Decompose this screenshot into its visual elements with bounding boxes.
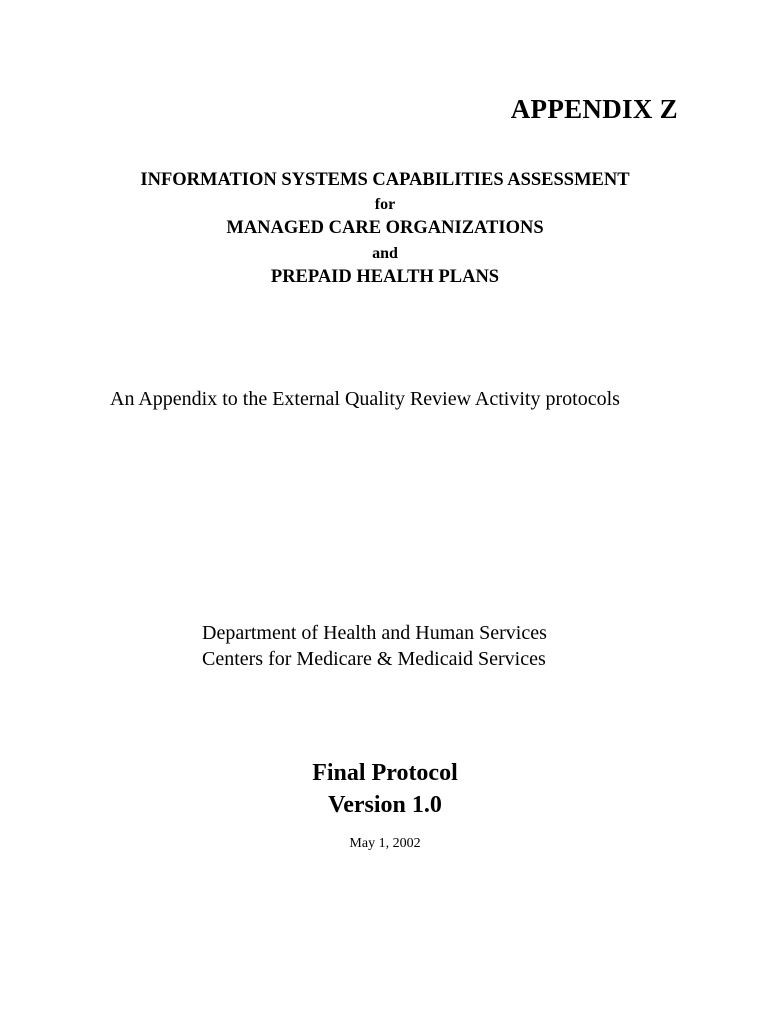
center-name: Centers for Medicare & Medicaid Services	[202, 648, 546, 670]
heading-line-1: INFORMATION SYSTEMS CAPABILITIES ASSESSMENT	[140, 170, 630, 190]
organization-block	[202, 620, 547, 672]
appendix-title: APPENDIX Z	[510, 94, 678, 124]
document-subtitle: An Appendix to the External Quality Review Activity protocols	[110, 388, 620, 410]
heading-line-3: MANAGED CARE ORGANIZATIONS	[226, 218, 544, 238]
heading-line-4: and	[372, 245, 398, 262]
protocol-status: Final Protocol	[312, 760, 458, 786]
department-name: Department of Health and Human Services	[202, 622, 547, 644]
protocol-date: May 1, 2002	[349, 836, 421, 851]
heading-line-2: for	[374, 196, 396, 213]
protocol-version: Version 1.0	[328, 792, 442, 818]
heading-line-5: PREPAID HEALTH PLANS	[270, 267, 500, 287]
